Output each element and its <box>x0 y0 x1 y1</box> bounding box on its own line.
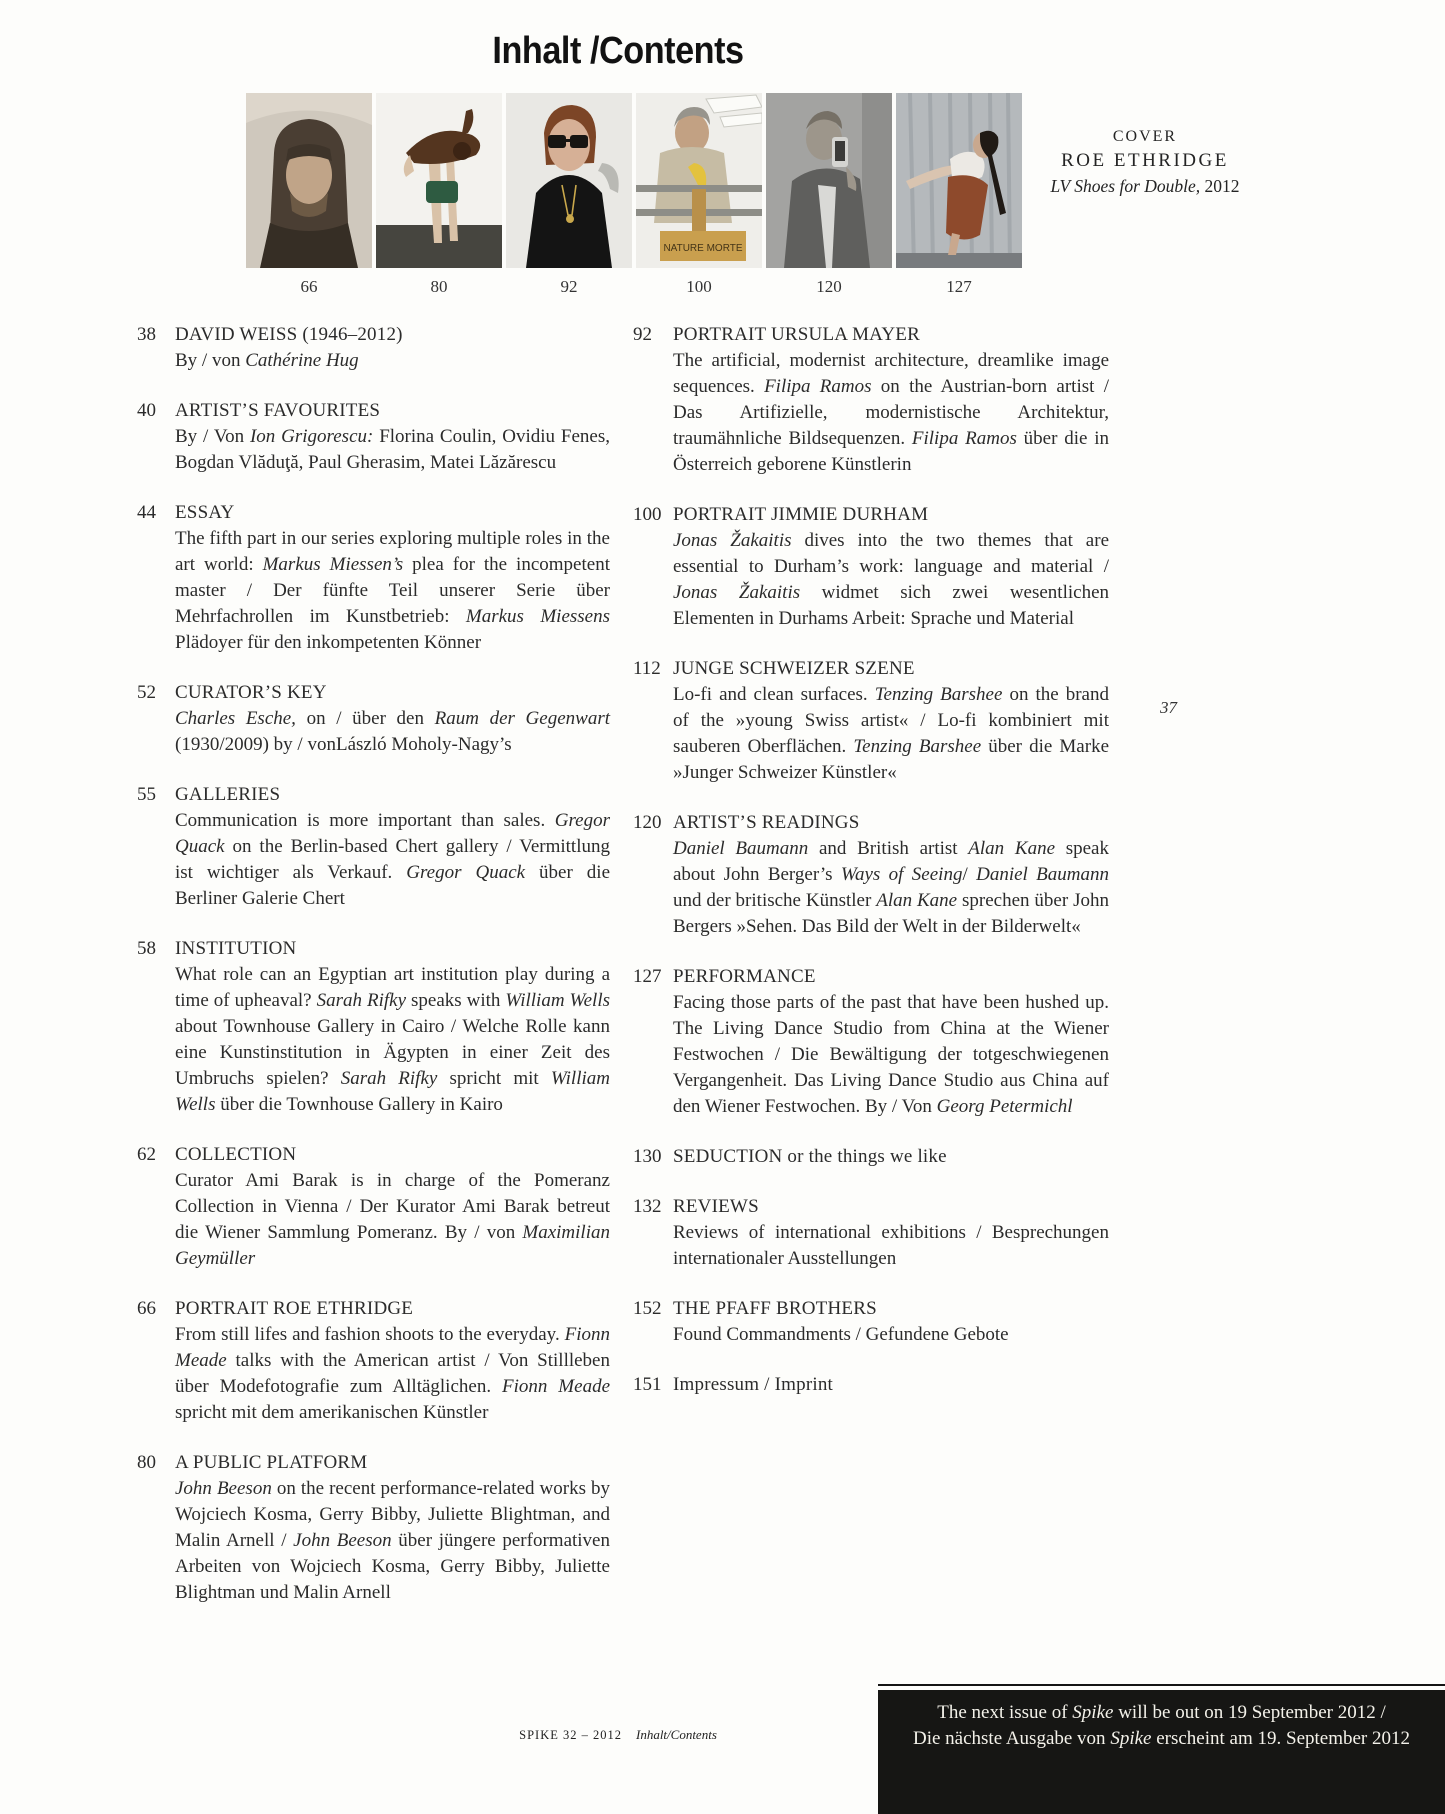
thumbnail-portrait-man <box>246 93 372 297</box>
toc-entry-page-number: 62 <box>137 1144 156 1165</box>
toc-entry-text <box>175 1142 610 1272</box>
toc-entry-text <box>673 1144 1109 1170</box>
toc-entry-page-number: 120 <box>633 812 662 833</box>
toc-entry-text <box>673 1372 1109 1398</box>
thumbnail-page-number: 80 <box>430 277 448 296</box>
toc-entry <box>633 1144 1109 1170</box>
toc-entry-description: By / Von Ion Grigorescu: Florina Coulin, Ovidiu Fenes, Bogdan Vlăduţă, Paul Gherasim, Matei Lăzărescu <box>175 426 610 473</box>
toc-entry-text <box>673 322 1109 478</box>
toc-entry <box>633 1372 1109 1398</box>
toc-entry-text <box>673 656 1109 786</box>
toc-entry-page-number: 80 <box>137 1452 156 1473</box>
toc-entry-title: COLLECTION <box>175 1144 297 1165</box>
toc-entry-description: By / von Cathérine Hug <box>175 350 359 371</box>
toc-entry <box>137 398 610 476</box>
thumbnail-page-number: 127 <box>946 277 972 296</box>
footer-section: Inhalt/Contents <box>635 1727 717 1742</box>
thumbnail-photo-120 <box>766 93 892 268</box>
toc-entry-description: Facing those parts of the past that have been hushed up. The Living Dance Studio from China at the Wiener Festwochen / Die Bewältigung der totgeschwiegenen Vergangenheit. Das Living Dance Studio aus China auf den Wiener Festwochen. By / Von Georg Petermichl <box>673 992 1109 1117</box>
next-issue-line-de: Die nächste Ausgabe von Spike erscheint am 19. September 2012 <box>912 1728 1411 1749</box>
toc-entry <box>137 1296 610 1426</box>
toc-entry-page-number: 44 <box>137 502 156 523</box>
toc-entry-text <box>175 680 610 758</box>
toc-entry <box>137 1450 610 1606</box>
toc-entry-title: PORTRAIT JIMMIE DURHAM <box>673 504 929 525</box>
toc-entry-title: ARTIST’S READINGS <box>673 812 860 833</box>
nature-morte-sign-text: NATURE MORTE <box>663 243 743 254</box>
toc-entry-page-number: 66 <box>137 1298 156 1319</box>
toc-entry-title: DAVID WEISS (1946–2012) <box>175 324 403 345</box>
toc-entry-page-number: 151 <box>633 1374 662 1395</box>
toc-entry-description: Daniel Baumann and British artist Alan Kane speak about John Berger’s Ways of Seeing/ Daniel Baumann und der britische Künstler Alan Kane sprechen über John Bergers »Sehen. Das Bild der Welt in der Bilderwelt« <box>673 838 1109 937</box>
cover-work-title: LV Shoes for Double, 2012 <box>1050 176 1240 196</box>
toc-entry-description: Found Commandments / Gefundene Gebote <box>673 1324 1009 1345</box>
toc-entry <box>137 322 610 374</box>
toc-entry-page-number: 40 <box>137 400 156 421</box>
toc-entry-text <box>175 1296 610 1426</box>
toc-entry-description: The artificial, modernist architecture, dreamlike image sequences. Filipa Ramos on the Austrian-born artist / Das Artifizielle, modernistische Architektur, traumähnliche Bildsequenzen. Filipa Ramos über die in Österreich geborene Künstlerin <box>673 350 1109 475</box>
toc-entry-title: THE PFAFF BROTHERS <box>673 1298 877 1319</box>
toc-entry-description: What role can an Egyptian art institution play during a time of upheaval? Sarah Rifky speaks with William Wells about Townhouse Gallery in Cairo / Welche Rolle kann eine Kunstinstitution in Ägypten in einer Zeit des Umbruchs spielen? Sarah Rifky spricht mit William Wells über die Townhouse Gallery in Kairo <box>175 964 610 1115</box>
toc-entry <box>633 1296 1109 1348</box>
thumbnail-photo-66 <box>246 93 372 268</box>
toc-entry <box>633 322 1109 478</box>
toc-entry-title: REVIEWS <box>673 1196 759 1217</box>
toc-entry <box>633 656 1109 786</box>
toc-entry-description: Lo-fi and clean surfaces. Tenzing Barshee on the brand of the »young Swiss artist« / Lo-fi kombiniert mit sauberen Oberflächen. Tenzing Barshee über die Marke »Junger Schweizer Künstler« <box>673 684 1109 783</box>
toc-entry-text <box>673 1194 1109 1272</box>
toc-entry-text <box>673 810 1109 940</box>
toc-entry-description: Curator Ami Barak is in charge of the Pomeranz Collection in Vienna / Der Kurator Ami Barak betreut die Wiener Sammlung Pomeranz. By / von Maximilian Geymüller <box>175 1170 610 1269</box>
thumbnail-photo-80 <box>376 93 502 268</box>
thumbnail-dancer <box>896 93 1022 297</box>
toc-entry-text <box>175 1450 610 1606</box>
toc-entry <box>633 1194 1109 1272</box>
thumbnail-page-number: 66 <box>300 277 318 296</box>
toc-entry-description: Jonas Žakaitis dives into the two themes that are essential to Durham’s work: language and material / Jonas Žakaitis widmet sich zwei wesentlichen Elementen in Durhams Arbeit: Sprache und Material <box>673 530 1109 629</box>
toc-entry-page-number: 58 <box>137 938 156 959</box>
toc-entry-text <box>673 502 1109 632</box>
toc-entry-description: Charles Esche, on / über den Raum der Gegenwart (1930/2009) by / vonLászló Moholy-Nagy’s <box>175 708 610 755</box>
thumbnail-mirror-selfie <box>766 93 892 297</box>
toc-entry <box>633 964 1109 1120</box>
cover-credit <box>1035 128 1255 197</box>
toc-entry-title: GALLERIES <box>175 784 281 805</box>
page-footer <box>519 1727 717 1743</box>
thumbnail-man-banana-sign <box>636 93 762 297</box>
thumbnail-photo-92 <box>506 93 632 268</box>
footer-issue: SPIKE 32 – 2012 <box>519 1728 622 1742</box>
toc-entry-page-number: 38 <box>137 324 156 345</box>
toc-entry-description: The fifth part in our series exploring multiple roles in the art world: Markus Miessen’s plea for the incompetent master / Der fünfte Teil unserer Serie über Mehrfachrollen im Kunstbetrieb: Markus Miessens Plädoyer für den inkompetenten Könner <box>175 528 611 653</box>
toc-entry-page-number: 52 <box>137 682 156 703</box>
toc-entry-description: From still lifes and fashion shoots to the everyday. Fionn Meade talks with the American artist / Von Stillleben über Modefotografie zum Alltäglichen. Fionn Meade spricht mit dem amerikanischen Künstler <box>175 1324 610 1423</box>
cover-label: COVER <box>1112 128 1178 145</box>
toc-entry-text <box>175 500 610 656</box>
toc-entry-page-number: 100 <box>633 504 662 525</box>
toc-entry <box>137 680 610 758</box>
page-title: Inhalt /Contents <box>492 30 744 72</box>
thumbnail-photo-127 <box>896 93 1022 268</box>
toc-entry-title: ARTIST’S FAVOURITES <box>175 400 381 421</box>
toc-entry-page-number: 130 <box>633 1146 662 1167</box>
toc-entry-title: INSTITUTION <box>175 938 297 959</box>
toc-entry-title: Impressum / Imprint <box>673 1374 834 1395</box>
toc-entry-description: Reviews of international exhibitions / Besprechungen internationaler Ausstellungen <box>673 1222 1109 1269</box>
toc-entry-title: SEDUCTION or the things we like <box>673 1146 947 1167</box>
thumbnail-performance-duo <box>376 93 502 297</box>
next-issue-rule <box>878 1684 1445 1686</box>
toc-entry-title: ESSAY <box>175 502 235 523</box>
toc-entry-title: A PUBLIC PLATFORM <box>175 1452 368 1473</box>
cover-artist: ROE ETHRIDGE <box>1061 150 1229 171</box>
toc-entry-title: PORTRAIT ROE ETHRIDGE <box>175 1298 414 1319</box>
toc-entry-page-number: 55 <box>137 784 156 805</box>
toc-entry <box>137 500 610 656</box>
thumbnail-woman-glasses <box>506 93 632 297</box>
thumbnail-photo-100 <box>636 93 762 268</box>
toc-entry-text <box>175 398 610 476</box>
toc-entry-title: CURATOR’S KEY <box>175 682 327 703</box>
toc-entry-page-number: 152 <box>633 1298 662 1319</box>
margin-page-number: 37 <box>1160 698 1177 717</box>
thumbnail-page-number: 100 <box>686 277 712 296</box>
toc-entry-text <box>175 322 610 374</box>
next-issue-line-en: The next issue of Spike will be out on 19 September 2012 / <box>937 1702 1386 1723</box>
toc-entry-page-number: 92 <box>633 324 652 345</box>
toc-entry-text <box>175 782 610 912</box>
toc-entry-text <box>673 1296 1109 1348</box>
toc-entry-page-number: 112 <box>633 658 661 679</box>
thumbnail-strip <box>246 93 1022 297</box>
toc-entry <box>633 810 1109 940</box>
toc-entry-text <box>673 964 1109 1120</box>
toc-entry <box>137 782 610 912</box>
toc-entry-page-number: 132 <box>633 1196 662 1217</box>
toc-entry <box>137 936 610 1118</box>
thumbnail-page-number: 120 <box>816 277 842 296</box>
toc-entry-description: John Beeson on the recent performance-related works by Wojciech Kosma, Gerry Bibby, Juliette Blightman, and Malin Arnell / John Beeson über jüngere performativen Arbeiten von Wojciech Kosma, Gerry Bibby, Juliette Blightman und Malin Arnell <box>175 1478 610 1603</box>
toc-entry-text <box>175 936 610 1118</box>
toc-entry-title: JUNGE SCHWEIZER SZENE <box>673 658 915 679</box>
next-issue-announcement <box>878 1690 1445 1814</box>
toc-entry <box>633 502 1109 632</box>
toc-entry-title: PORTRAIT URSULA MAYER <box>673 324 920 345</box>
toc-column-left <box>137 322 610 1630</box>
toc-column-right <box>633 322 1109 1422</box>
thumbnail-page-number: 92 <box>560 277 578 296</box>
toc-entry-page-number: 127 <box>633 966 662 987</box>
toc-entry-title: PERFORMANCE <box>673 966 816 987</box>
toc-entry <box>137 1142 610 1272</box>
toc-entry-description: Communication is more important than sales. Gregor Quack on the Berlin-based Chert gallery / Vermittlung ist wichtiger als Verkauf. Gregor Quack über die Berliner Galerie Chert <box>175 810 611 909</box>
